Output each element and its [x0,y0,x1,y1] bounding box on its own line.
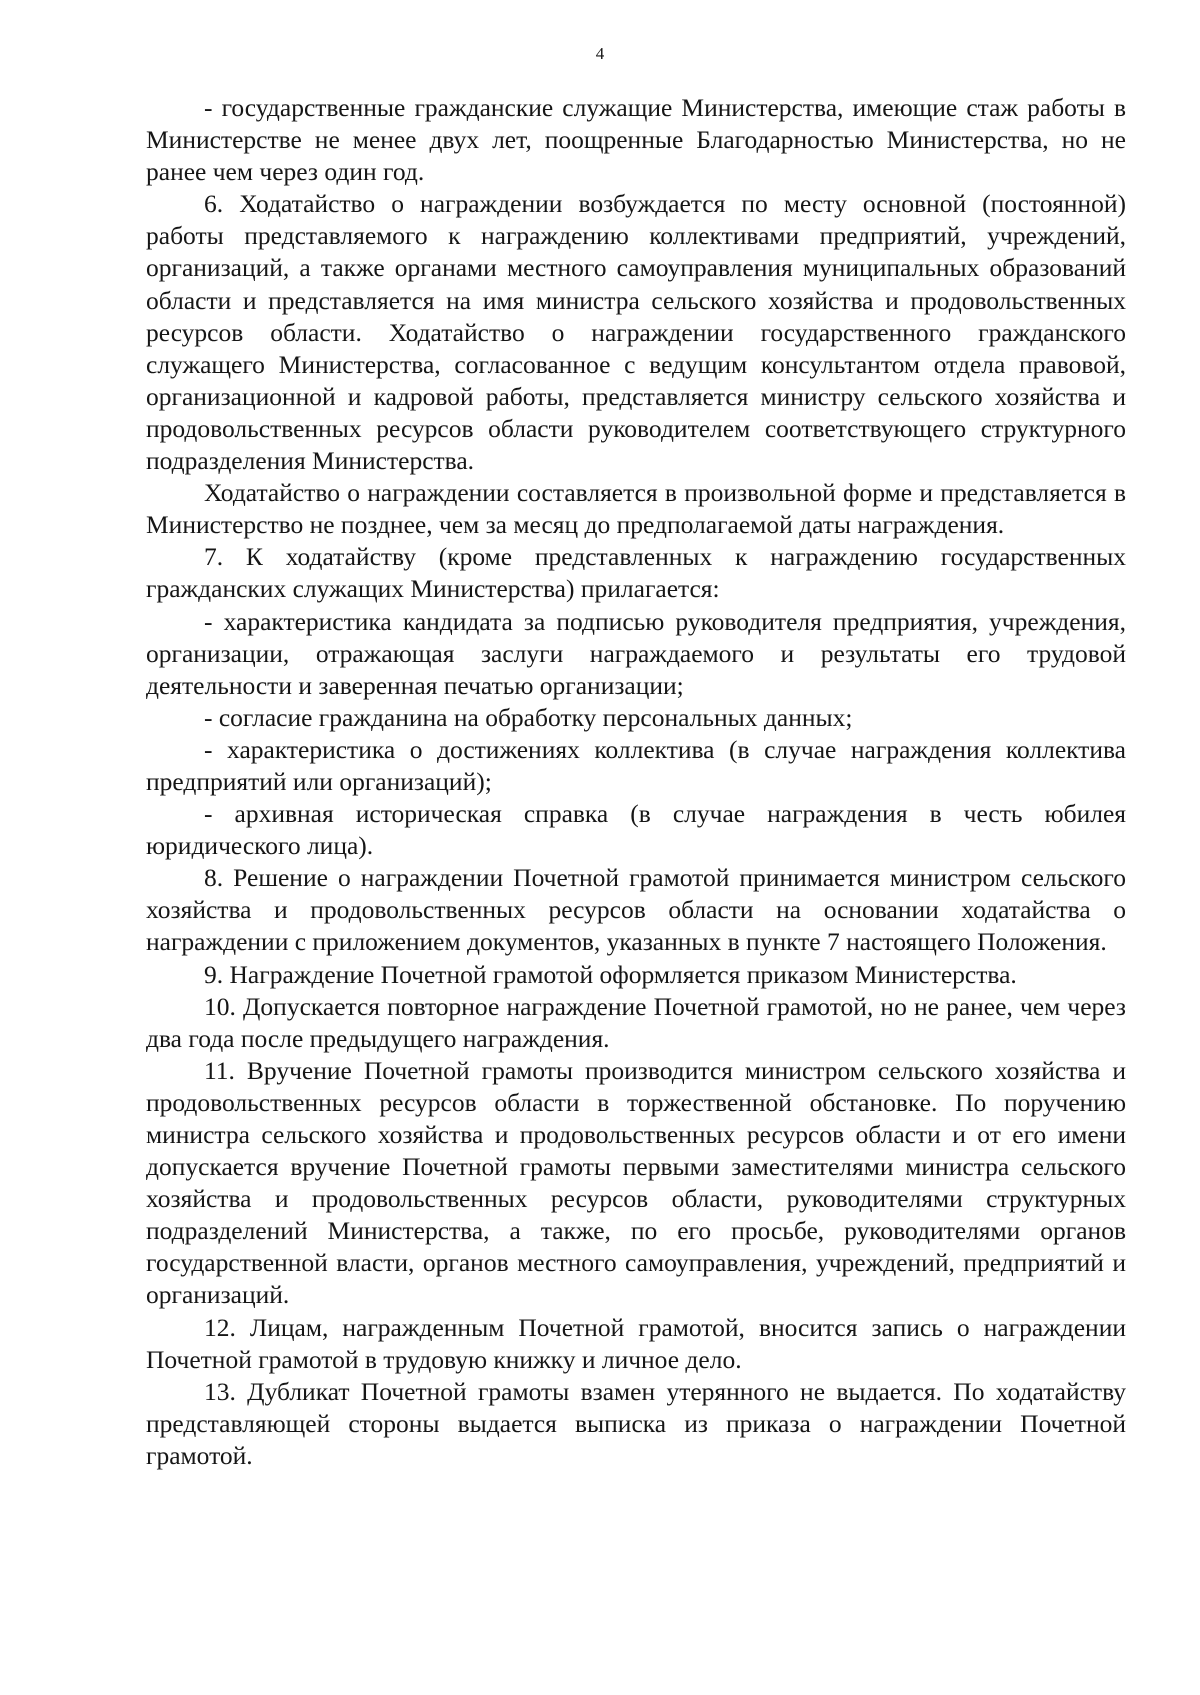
page-number: 4 [595,44,605,63]
paragraph-12-record: 12. Лицам, награжденным Почетной грамотой, вносится запись о награждении Почетной грамотой в трудовую книжку и личное дело. [146,1312,1126,1374]
list-item-personal-data-consent: - согласие гражданина на обработку персональных данных; [204,702,853,732]
paragraph-11-presentation: 11. Вручение Почетной грамоты производится министром сельского хозяйства и продовольственных ресурсов области в торжественной обстановке. По поручению министра сельского хозяйства и продовольственных ресурсов области и от его имени допускается вручение Почетной грамоты первыми заместителями министра сельского хозяйства и продовольственных ресурсов области, руководителями структурных подразделений Министерства, а также, по его просьбе, руководителями органов государственной власти, органов местного самоуправления, учреждений, предприятий и организаций. [146,1055,1126,1310]
list-item-archival-reference: - архивная историческая справка (в случае награждения в честь юбилея юридического лица). [146,799,1126,861]
list-item-collective-achievements: - характеристика о достижениях коллектива (в случае награждения коллектива предприятий или организаций); [146,734,1126,796]
paragraph-civil-servants-item: - государственные гражданские служащие Министерства, имеющие стаж работы в Министерстве не менее двух лет, поощренные Благодарностью Министерства, но не ранее чем через один год. [146,93,1126,187]
paragraph-13-duplicate: 13. Дубликат Почетной грамоты взамен утерянного не выдается. По ходатайству представляющей стороны выдается выписка из приказа о награждении Почетной грамотой. [146,1376,1126,1470]
paragraph-9-order: 9. Награждение Почетной грамотой оформляется приказом Министерства. [204,959,1017,989]
paragraph-6-petition-initiation: 6. Ходатайство о награждении возбуждается по месту основной (постоянной) работы представляемого к награждению коллективами предприятий, учреждений, организаций, а также органами местного самоуправления муниципальных образований области и представляется на имя министра сельского хозяйства и продовольственных ресурсов области. Ходатайство о награждении государственного гражданского служащего Министерства, согласованное с ведущим консультантом отдела правовой, организационной и кадровой работы, представляется министру сельского хозяйства и продовольственных ресурсов области руководителем соответствующего структурного подразделения Министерства. [146,189,1126,476]
document-body [146,92,1126,1472]
paragraph-10-repeat-award: 10. Допускается повторное награждение Почетной грамотой, но не ранее, чем через два года после предыдущего награждения. [146,991,1126,1053]
paragraph-6-petition-form: Ходатайство о награждении составляется в произвольной форме и представляется в Министерство не позднее, чем за месяц до предполагаемой даты награждения. [146,478,1126,540]
paragraph-7-attachments: 7. К ходатайству (кроме представленных к награждению государственных гражданских служащих Министерства) прилагается: [146,542,1126,604]
paragraph-8-decision: 8. Решение о награждении Почетной грамотой принимается министром сельского хозяйства и продовольственных ресурсов области на основании ходатайства о награждении с приложением документов, указанных в пункте 7 настоящего Положения. [146,863,1126,957]
list-item-candidate-reference: - характеристика кандидата за подписью руководителя предприятия, учреждения, организации, отражающая заслуги награждаемого и результаты его трудовой деятельности и заверенная печатью организации; [146,606,1126,700]
